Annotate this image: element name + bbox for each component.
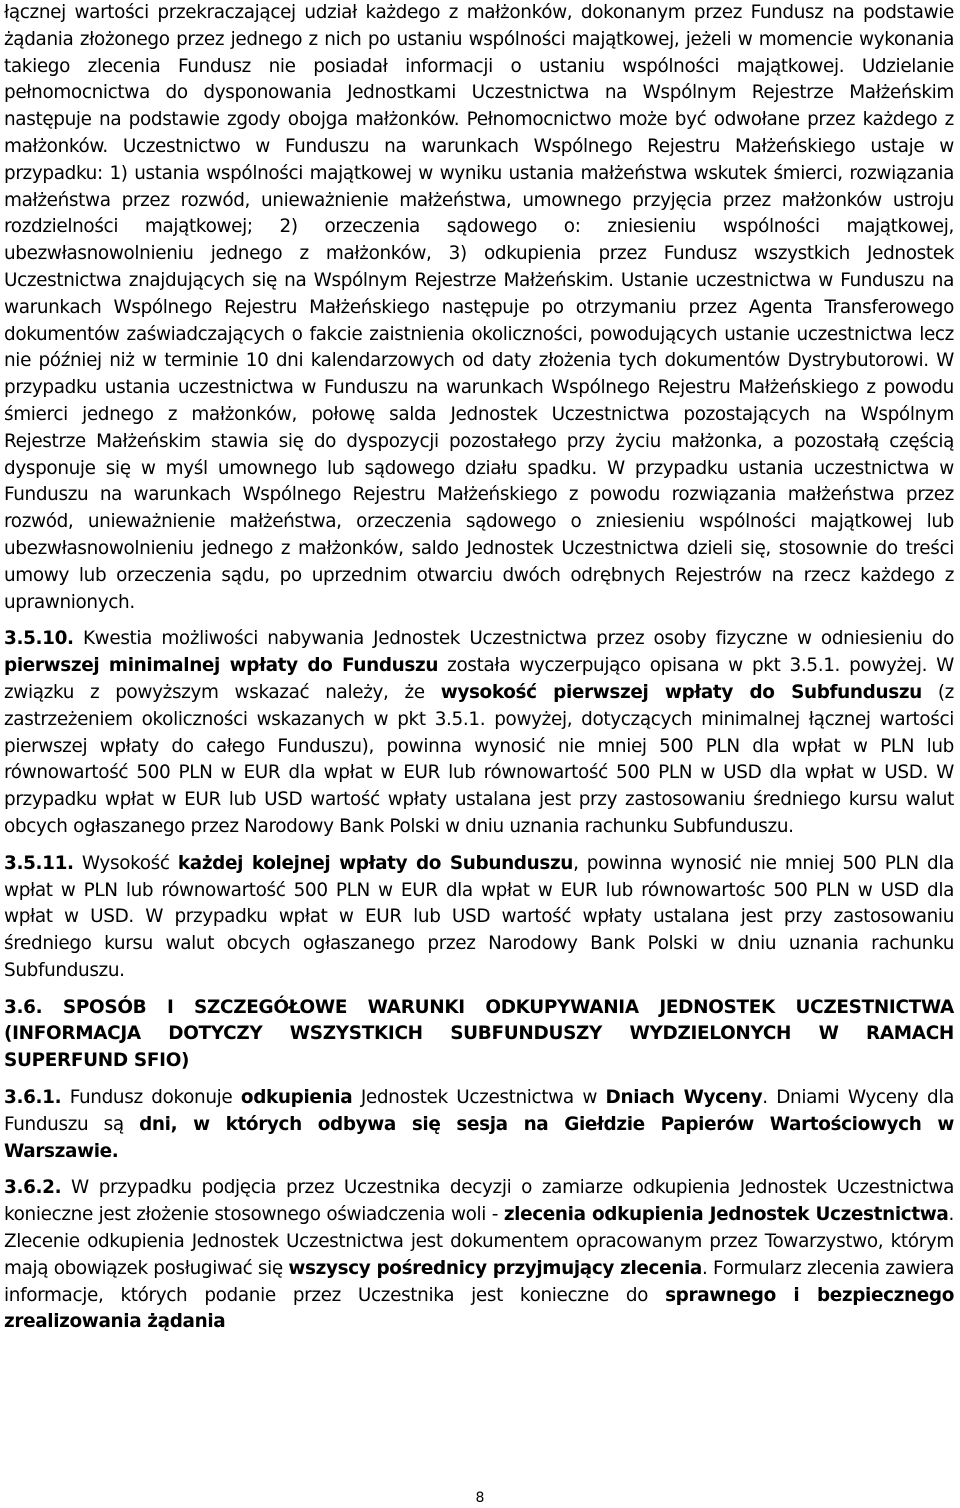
paragraph-3-6-1 [4,1085,954,1165]
section-number: 3.6.1. [4,1087,62,1109]
paragraph-text: Kwestia możliwości nabywania Jednostek Uczestnictwa przez osoby fizyczne w odniesieniu do [73,628,954,650]
section-heading-text: SPOSÓB I SZCZEGÓŁOWE WARUNKI ODKUPYWANIA JEDNOSTEK UCZESTNICTWA (INFORMACJA DOTYCZY WSZYSTKICH SUBFUNDUSZY WYDZIELONYCH W RAMACH SUPERFUND SFIO) [4,996,954,1072]
emphasis-text: wszyscy pośrednicy przyjmujący zlecenia [288,1257,702,1279]
emphasis-text: zlecenia odkupienia Jednostek Uczestnictwa [503,1204,949,1226]
emphasis-text: wysokość pierwszej wpłaty do Subfunduszu [440,681,922,703]
paragraph-text: . Dniami Wyceny dla Funduszu są [4,1087,954,1135]
section-number: 3.6.2. [4,1177,62,1199]
paragraph-text: . Zlecenie odkupienia Jednostek Uczestnictwa jest dokumentem opracowanym przez Towarzystwo, którym mają obowiązek posługiwać się [4,1204,954,1279]
paragraph-3-5-11 [4,851,954,985]
paragraph-text: została wyczerpująco opisana w pkt 3.5.1. powyżej. W związku z powyższym wskazać należy, że [4,655,954,703]
paragraph-text: Fundusz dokonuje [61,1087,241,1109]
paragraph-text: , powinna wynosić nie mniej 500 PLN dla wpłat w PLN lub równowartość 500 PLN w EUR dla wpłat w EUR lub równowartośc 500 PLN w USD dla wpłat w USD. W przypadku wpłat w EUR lub USD wartość wpłaty ustalana jest przy zastosowaniu średniego kursu walut obcych ogłaszanego przez Narodowy Bank Polski w dniu uznania rachunku Subfunduszu. [4,852,954,981]
paragraph-text: łącznej wartości przekraczającej udział każdego z małżonków, dokonanym przez Fundusz na podstawie żądania złożonego przez jednego z nich po ustaniu wspólności majątkowej, jeżeli w momencie wykonania takiego zlecenia Fundusz nie posiadał informacji o ustaniu wspólności majątkowej. Udzielanie pełnomocnictwa do dysponowania Jednostkami Uczestnictwa na Wspólnym Rejestrze Małżeńskim następuje na podstawie zgody obojga małżonków. Pełnomocnictwo może być odwołane przez każdego z małżonków. Uczestnictwo w Funduszu na warunkach Wspólnego Rejestru Małżeńskiego ustaje w przypadku: 1) ustania wspólności majątkowej w wyniku ustania małżeństwa wskutek śmierci, rozwiązania małżeństwa przez rozwód, unieważnienie małżeństwa, umownego przyjęcia przez małżonków ustroju rozdzielności majątkowej; 2) orzeczenia sądowego o: zniesieniu wspólności majątkowej, ubezwłasnowolnieniu jednego z małżonków, 3) odkupienia przez Fundusz wszystkich Jednostek Uczestnictwa znajdujących się na Wspólnym Rejestrze Małżeńskim. Ustanie uczestnictwa w Funduszu na warunkach Wspólnego Rejestru Małżeńskiego następuje po otrzymaniu przez Agenta Transferowego dokumentów zaświadczających o fakcie zaistnienia okoliczności, powodujących ustanie uczestnictwa lecz nie później niż w terminie 10 dni kalendarzowych od daty złożenia tych dokumentów Dystrybutorowi. W przypadku ustania uczestnictwa w Funduszu na warunkach Wspólnego Rejestru Małżeńskiego z powodu śmierci jednego z małżonków, połowę salda Jednostek Uczestnictwa pozostających na Wspólnym Rejestrze Małżeńskim stawia się do dyspozycji pozostałego przy życiu małżonka, a pozostałą częścią dysponuje się w myśl umownego lub sądowego działu spadku. W przypadku ustania uczestnictwa w Funduszu na warunkach Wspólnego Rejestru Małżeńskiego z powodu rozwiązania małżeństwa przez rozwód, unieważnienie małżeństwa, orzeczenia sądowego o zniesieniu wspólności majątkowej lub ubezwłasnowolnieniu jednego z małżonków, saldo Jednostek Uczestnictwa dzieli się, stosownie do treści umowy lub orzeczenia sądu, po uprzednim otwarciu dwóch odrębnych Rejestrów na rzecz każdego z uprawnionych. [4,2,954,613]
emphasis-text: Dniach Wyceny [605,1087,763,1109]
emphasis-text: każdej kolejnej wpłaty do Subunduszu [177,852,574,874]
emphasis-text: sprawnego i bezpiecznego zrealizowania żądania [4,1284,954,1333]
section-heading-3-6 [4,995,954,1075]
paragraph-3-6-2 [4,1175,954,1336]
paragraph-text: Wysokość [73,852,178,874]
section-number: 3.5.10. [4,628,74,650]
paragraph-text: Jednostek Uczestnictwa w [352,1087,606,1109]
section-number: 3.5.11. [4,852,74,874]
emphasis-text: dni, w których odbywa się sesja na Giełdzie Papierów Wartościowych w Warszawie. [4,1113,954,1162]
section-number: 3.6. [4,996,43,1018]
paragraph-joint-register [4,0,954,616]
page-number: 8 [475,1490,485,1506]
emphasis-text: odkupienia [240,1087,353,1109]
paragraph-3-5-10 [4,626,954,840]
emphasis-text: pierwszej minimalnej wpłaty do Funduszu [4,655,439,677]
paragraph-text: . Formularz zlecenia zawiera informacje, których podanie przez Uczestnika jest konieczne do [4,1257,955,1306]
paragraph-text: (z zastrzeżeniem okoliczności wskazanych w pkt 3.5.1. powyżej, dotyczących minimalnej łącznej wartości pierwszej wpłaty do całego Funduszu), powinna wynosić nie mniej 500 PLN dla wpłat w PLN lub równowartość 500 PLN w EUR dla wpłat w EUR lub równowartość 500 PLN w USD dla wpłat w USD. W przypadku wpłat w EUR lub USD wartość wpłaty ustalana jest przy zastosowaniu średniego kursu walut obcych ogłaszanego przez Narodowy Bank Polski w dniu uznania rachunku Subfunduszu. [4,681,954,837]
paragraph-text: W przypadku podjęcia przez Uczestnika decyzji o zamiarze odkupienia Jednostek Uczestnictwa konieczne jest złożenie stosownego oświadczenia woli - [4,1177,954,1226]
